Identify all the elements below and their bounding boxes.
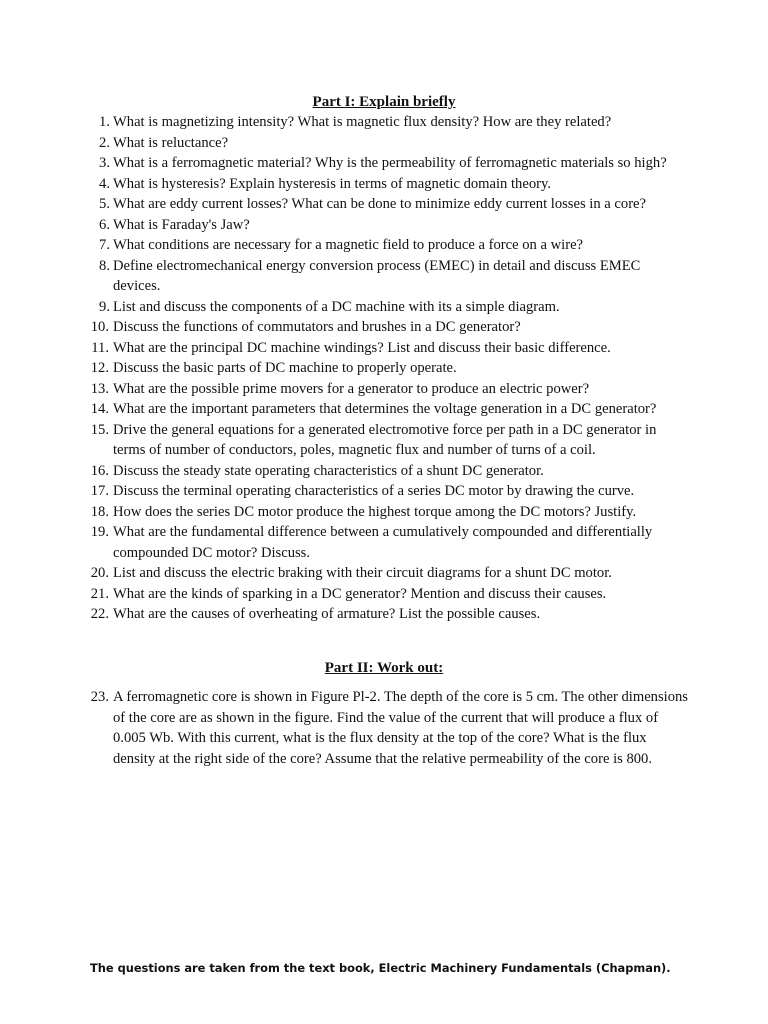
question-item	[90, 112, 690, 133]
question-number: 20.	[90, 565, 109, 581]
question-item	[90, 174, 690, 195]
question-number: 6.	[99, 216, 110, 233]
question-item	[90, 604, 690, 625]
question-number: 18.	[90, 503, 109, 520]
question-text: What are the possible prime movers for a generator to produce an electric power?	[113, 380, 590, 397]
question-text: What are the causes of overheating of armature? List the possible causes.	[113, 606, 541, 622]
question-item	[90, 379, 690, 400]
question-text: What is Faraday's Jaw?	[113, 216, 250, 233]
question-text: What conditions are necessary for a magnetic field to produce a force on a wire?	[113, 237, 584, 253]
question-item	[90, 399, 690, 420]
question-item	[90, 461, 690, 482]
question-item	[90, 235, 690, 256]
question-number: 7.	[99, 237, 110, 253]
question-number: 3.	[99, 155, 110, 171]
question-text: How does the series DC motor produce the highest torque among the DC motors? Justify.	[113, 503, 637, 520]
question-text: Define electromechanical energy conversion process (EMEC) in detail and discuss EMEC devices.	[113, 257, 641, 294]
question-number: 11.	[91, 339, 109, 356]
question-item	[90, 153, 690, 174]
question-number: 10.	[90, 319, 109, 335]
question-text: Discuss the steady state operating characteristics of a shunt DC generator.	[113, 462, 544, 479]
question-text: Discuss the terminal operating characteristics of a series DC motor by drawing the curve.	[113, 483, 635, 499]
question-item	[90, 584, 690, 605]
question-text: Drive the general equations for a generated electromotive force per path in a DC generator in terms of number of conductors, poles, magnetic flux and number of turns of a coil.	[113, 421, 657, 458]
question-text: What are eddy current losses? What can be done to minimize eddy current losses in a core?	[113, 196, 647, 212]
part1-heading: Part I: Explain briefly	[312, 94, 456, 110]
question-item	[90, 481, 690, 502]
question-text: What are the principal DC machine windings? List and discuss their basic difference.	[113, 339, 611, 356]
question-number: 15.	[90, 421, 109, 438]
question-item	[90, 358, 690, 379]
question-text: List and discuss the components of a DC machine with its a simple diagram.	[113, 298, 560, 315]
question-text: What is reluctance?	[113, 134, 229, 151]
question-item	[90, 133, 690, 154]
question-text: A ferromagnetic core is shown in Figure Pl-2. The depth of the core is 5 cm. The other dimensions of the core are as shown in the figure. Find the value of the current that will produce a flux of 0.005 Wb. With this current, what is the flux density at the top of the core? What is the flux density at the right side of the core? Assume that the relative permeability of the core is 800.	[113, 689, 688, 767]
question-item	[90, 297, 690, 318]
question-item	[90, 522, 690, 563]
question-text: What is magnetizing intensity? What is magnetic flux density? How are they related?	[113, 114, 612, 130]
question-text: Discuss the basic parts of DC machine to properly operate.	[113, 360, 457, 376]
question-text: List and discuss the electric braking with their circuit diagrams for a shunt DC motor.	[113, 565, 612, 581]
question-text: What are the fundamental difference between a cumulatively compounded and differentially compounded DC motor? Discuss.	[113, 524, 653, 561]
question-number: 23.	[90, 689, 109, 705]
source-footnote: The questions are taken from the text book, Electric Machinery Fundamentals (Chapman).	[90, 961, 671, 975]
question-number: 9.	[99, 298, 110, 315]
question-item	[90, 563, 690, 584]
question-item	[90, 502, 690, 523]
question-item	[90, 215, 690, 236]
question-number: 17.	[90, 483, 109, 499]
question-number: 2.	[99, 134, 110, 151]
question-number: 13.	[90, 380, 109, 397]
question-number: 22.	[90, 606, 109, 622]
question-item	[90, 420, 690, 461]
question-text: What are the kinds of sparking in a DC generator? Mention and discuss their causes.	[113, 585, 607, 602]
question-number: 19.	[90, 524, 109, 540]
question-text: What is hysteresis? Explain hysteresis in terms of magnetic domain theory.	[113, 175, 551, 192]
question-text: What is a ferromagnetic material? Why is the permeability of ferromagnetic materials so high?	[113, 155, 667, 171]
question-item	[90, 256, 690, 297]
question-number: 8.	[99, 257, 110, 274]
question-number: 14.	[90, 401, 109, 417]
part1-question-list	[90, 112, 690, 625]
part2-heading: Part II: Work out:	[324, 660, 444, 676]
question-number: 12.	[90, 360, 109, 376]
question-item	[90, 687, 690, 769]
question-item	[90, 338, 690, 359]
question-number: 1.	[99, 114, 110, 130]
question-number: 21.	[90, 585, 109, 602]
question-number: 5.	[99, 196, 110, 212]
part2-question-list	[90, 687, 690, 769]
question-text: What are the important parameters that determines the voltage generation in a DC generator?	[113, 401, 657, 417]
question-number: 16.	[90, 462, 109, 479]
question-text: Discuss the functions of commutators and brushes in a DC generator?	[113, 319, 521, 335]
question-number: 4.	[99, 175, 110, 192]
question-item	[90, 194, 690, 215]
question-item	[90, 317, 690, 338]
